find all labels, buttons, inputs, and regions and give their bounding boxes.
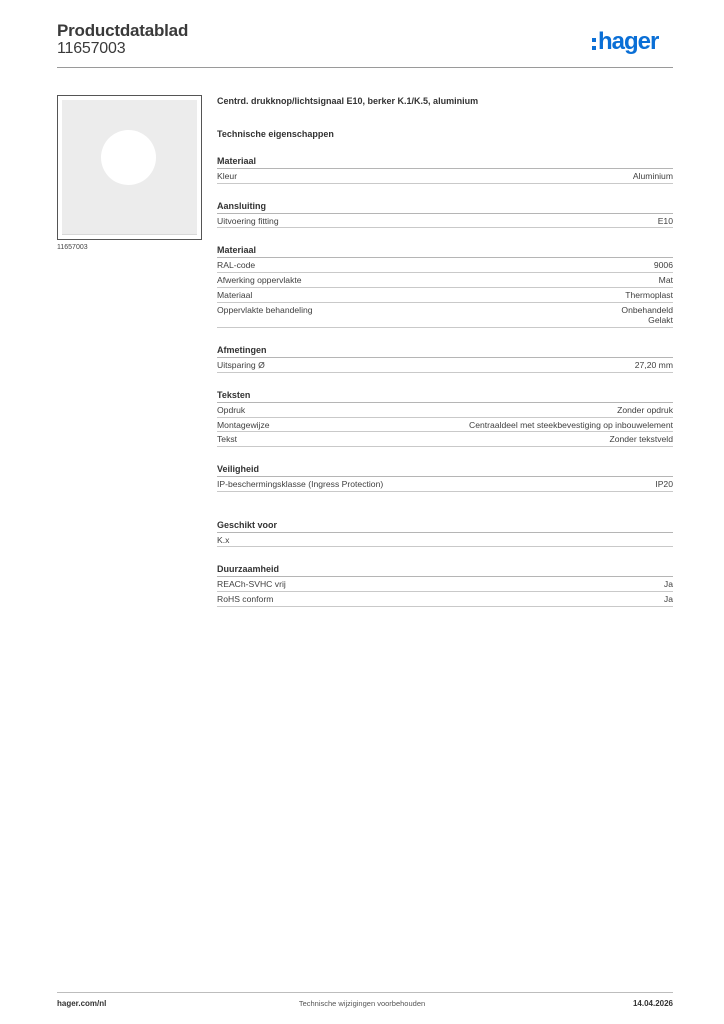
spec-value-line: 27,20 mm — [634, 360, 673, 371]
spec-group-title: Veiligheid — [217, 464, 673, 477]
spec-value-line: Ja — [663, 593, 673, 604]
footer-date: 14.04.2026 — [632, 999, 673, 1008]
spec-value-line: Mat — [658, 275, 673, 286]
document-title: Productdatablad — [57, 21, 189, 40]
spec-label: Uitsparing Ø — [217, 360, 265, 371]
spec-row — [217, 577, 673, 592]
spec-value — [655, 479, 673, 490]
footer-disclaimer: Technische wijzigingen voorbehouden — [298, 999, 426, 1008]
spec-label: K.x — [217, 534, 230, 545]
spec-row — [217, 358, 673, 373]
spec-row — [217, 403, 673, 418]
spec-value-line: E10 — [657, 215, 673, 226]
spec-group — [217, 564, 673, 606]
spec-group — [217, 390, 673, 447]
spec-row — [217, 418, 673, 433]
spec-group — [217, 464, 673, 492]
spec-group-title: Materiaal — [217, 245, 673, 258]
spec-group-title: Aansluiting — [217, 201, 673, 214]
product-image-center-hole — [101, 130, 156, 185]
spec-group-title: Afmetingen — [217, 345, 673, 358]
spec-value — [469, 420, 673, 431]
spec-group-title: Geschikt voor — [217, 520, 673, 533]
logo-colon-icon — [592, 38, 596, 50]
spec-group — [217, 156, 673, 184]
spec-value — [658, 216, 673, 227]
spec-value — [609, 434, 673, 445]
spec-label: IP-beschermingsklasse (Ingress Protection) — [217, 479, 384, 490]
spec-value-line: 9006 — [653, 260, 673, 271]
spec-label: Uitvoering fitting — [217, 215, 279, 226]
spec-value-line: Zonder tekstveld — [609, 434, 673, 445]
spec-value-line: Gelakt — [648, 315, 673, 326]
spec-value-line: Thermoplast — [625, 289, 673, 300]
spec-row — [217, 214, 673, 229]
spec-value — [659, 275, 673, 286]
spec-label: RoHS conform — [217, 593, 274, 604]
spec-row — [217, 273, 673, 288]
spec-row — [217, 432, 673, 447]
spec-group-title: Teksten — [217, 390, 673, 403]
spec-value — [664, 594, 673, 605]
footer-website: hager.com/nl — [57, 999, 107, 1008]
spec-group — [217, 520, 673, 547]
spec-groups — [217, 156, 673, 607]
spec-group — [217, 245, 673, 328]
spec-row — [217, 288, 673, 303]
spec-label: Afwerking oppervlakte — [217, 275, 302, 286]
spec-value-line: Aluminium — [632, 171, 673, 181]
footer-divider — [57, 992, 673, 993]
spec-row — [217, 303, 673, 328]
logo-wordmark: hager — [598, 28, 659, 55]
spec-row — [217, 592, 673, 607]
spec-value — [625, 290, 673, 301]
header-divider — [57, 67, 673, 68]
spec-label: Oppervlakte behandeling — [217, 304, 313, 315]
spec-value — [617, 405, 673, 416]
spec-group-title: Duurzaamheid — [217, 564, 673, 577]
spec-label: REACh-SVHC vrij — [217, 579, 286, 590]
product-image — [62, 100, 197, 235]
spec-value-line: Centraaldeel met steekbevestiging op inbouwelement — [469, 419, 673, 430]
product-image-caption: 11657003 — [57, 244, 88, 251]
spec-label: Kleur — [217, 171, 238, 181]
spec-label: Montagewijze — [217, 419, 270, 430]
spec-value-line: Onbehandeld — [621, 304, 673, 315]
spec-content — [217, 96, 673, 607]
spec-label: Opdruk — [217, 404, 246, 415]
spec-group — [217, 345, 673, 373]
spec-value-line: Zonder opdruk — [617, 404, 673, 415]
spec-value — [664, 579, 673, 590]
spec-row — [217, 169, 673, 184]
spec-value — [635, 360, 673, 371]
spec-label: Tekst — [217, 434, 238, 445]
spec-value — [621, 305, 673, 326]
spec-label: RAL-code — [217, 260, 256, 271]
spec-group — [217, 201, 673, 229]
product-title: Centrd. drukknop/lichtsignaal E10, berker K.1/K.5, aluminium — [217, 96, 479, 106]
product-image-frame — [57, 95, 202, 240]
spec-row — [217, 258, 673, 273]
section-title: Technische eigenschappen — [217, 129, 334, 139]
spec-row — [217, 477, 673, 492]
spec-value — [654, 260, 673, 271]
hager-logo — [592, 28, 658, 56]
spec-value-line: Ja — [663, 579, 673, 590]
spec-value-line: IP20 — [655, 479, 673, 490]
article-number: 11657003 — [57, 40, 126, 57]
spec-value — [633, 171, 673, 182]
spec-row — [217, 533, 673, 547]
spec-label: Materiaal — [217, 289, 253, 300]
spec-group-title: Materiaal — [217, 156, 673, 169]
